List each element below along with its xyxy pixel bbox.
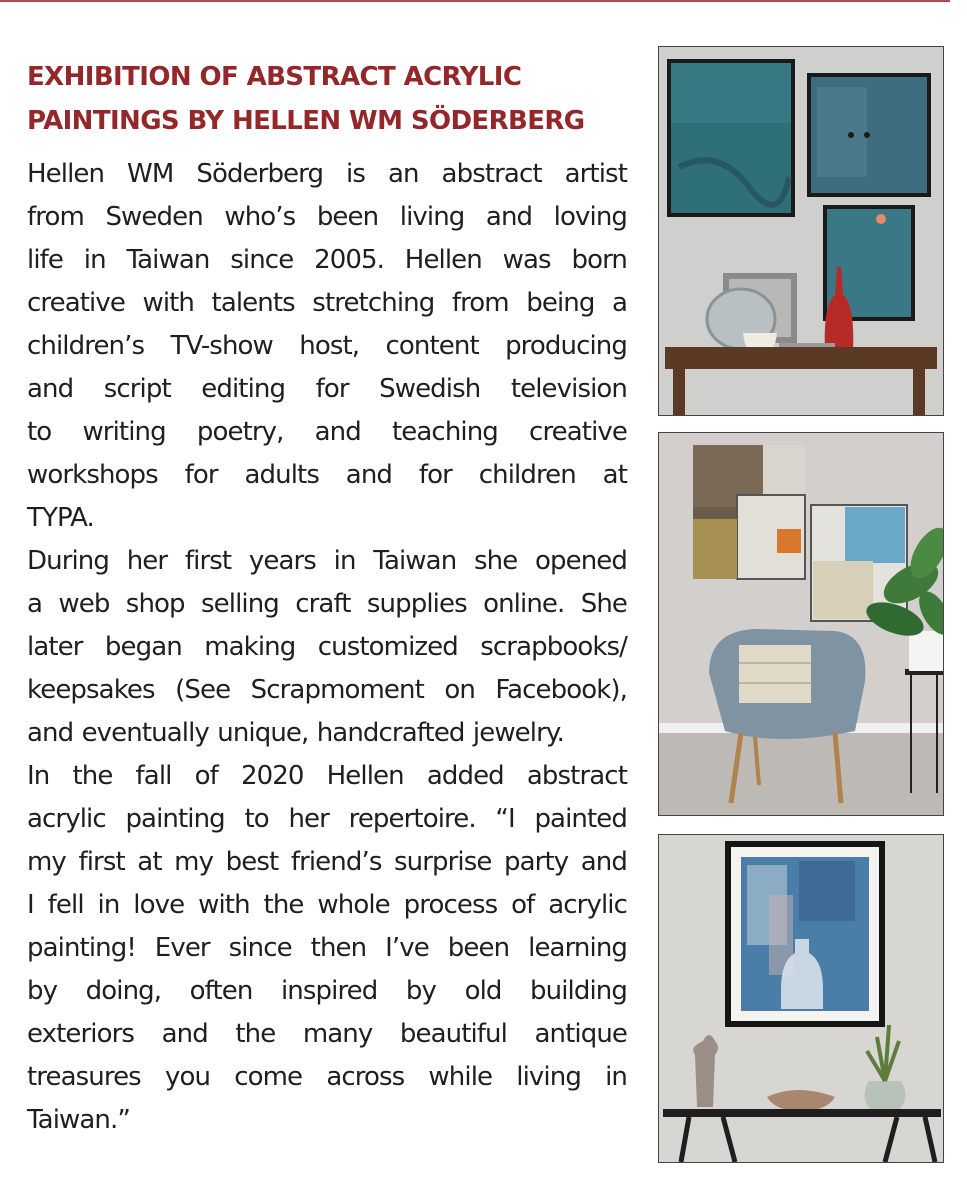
body-line: a web shop selling craft supplies online. She: [27, 589, 627, 619]
headline-line: PAINTINGS BY HELLEN WM SÖDERBERG: [27, 106, 585, 136]
body-line: acrylic painting to her repertoire. “I painted: [27, 804, 627, 834]
body-line: to writing poetry, and teaching creative: [27, 417, 627, 447]
body-line: In the fall of 2020 Hellen added abstract: [27, 761, 627, 791]
body-line: life in Taiwan since 2005. Hellen was born: [27, 245, 627, 275]
teal-paintings-illustration: [659, 47, 943, 415]
photo-blue-painting: [658, 834, 944, 1163]
body-line: from Sweden who’s been living and loving: [27, 202, 627, 232]
body-line: TYPA.: [27, 503, 94, 533]
photo-armchair-paintings: [658, 432, 944, 816]
headline-line: EXHIBITION OF ABSTRACT ACRYLIC: [27, 62, 522, 92]
body-line: and script editing for Swedish television: [27, 374, 627, 404]
body-line: treasures you come across while living in: [27, 1062, 627, 1092]
body-line: exteriors and the many beautiful antique: [27, 1019, 627, 1049]
body-line: Taiwan.”: [27, 1105, 130, 1135]
armchair-paintings-illustration: [659, 433, 943, 815]
top-rule: [0, 0, 950, 2]
body-line: creative with talents stretching from being a: [27, 288, 627, 318]
body-line: children’s TV-show host, content producing: [27, 331, 627, 361]
body-line: During her first years in Taiwan she opened: [27, 546, 627, 576]
body-line: later began making customized scrapbooks/: [27, 632, 627, 662]
body-line: I fell in love with the whole process of acrylic: [27, 890, 627, 920]
body-line: painting! Ever since then I’ve been learning: [27, 933, 627, 963]
body-line: by doing, often inspired by old building: [27, 976, 627, 1006]
body-line: and eventually unique, handcrafted jewelry.: [27, 718, 565, 748]
blue-painting-illustration: [659, 835, 943, 1162]
body-line: workshops for adults and for children at: [27, 460, 627, 490]
body-line: Hellen WM Söderberg is an abstract artist: [27, 159, 627, 189]
body-line: keepsakes (See Scrapmoment on Facebook),: [27, 675, 627, 705]
photo-teal-paintings: [658, 46, 944, 416]
body-line: my first at my best friend’s surprise party and: [27, 847, 627, 877]
article-body: [27, 153, 627, 1142]
article-headline: [27, 55, 627, 143]
article: [27, 55, 627, 1142]
